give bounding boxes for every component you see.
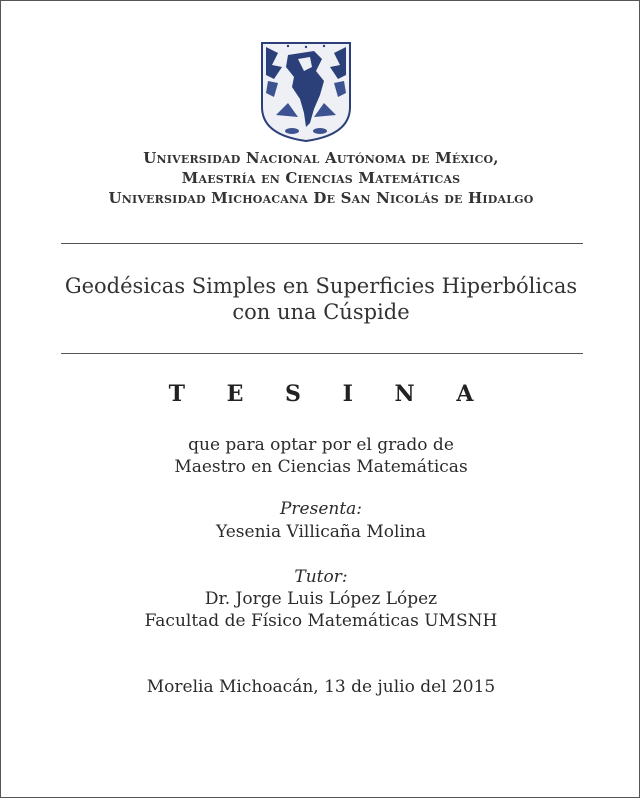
- presenter-label: Presenta:: [279, 499, 363, 519]
- thesis-title-line-1: Geodésicas Simples en Superficies Hiperbólicas: [64, 274, 578, 298]
- bottom-divider: [61, 353, 583, 354]
- university-name-unam: Universidad Nacional Autónoma de México,: [143, 149, 499, 167]
- university-seal-icon: [258, 37, 354, 143]
- tutor-label: Tutor:: [294, 567, 348, 587]
- document-type-heading: T E S I N A: [168, 381, 491, 407]
- top-divider: [61, 243, 583, 244]
- tutor-name: Dr. Jorge Luis López López: [204, 589, 438, 609]
- presenter-name: Yesenia Villicaña Molina: [216, 522, 426, 542]
- program-name: Maestría en Ciencias Matemáticas: [181, 169, 461, 187]
- tutor-affiliation: Facultad de Físico Matemáticas UMSNH: [144, 611, 498, 631]
- degree-purpose-line-2: Maestro en Ciencias Matemáticas: [174, 457, 468, 477]
- thesis-title-line-2: con una Cúspide: [232, 300, 410, 324]
- university-name-umsnh: Universidad Michoacana De San Nicolás de Hidalgo: [108, 189, 534, 207]
- degree-purpose-line-1: que para optar por el grado de: [188, 435, 454, 455]
- place-and-date: Morelia Michoacán, 13 de julio del 2015: [146, 677, 496, 697]
